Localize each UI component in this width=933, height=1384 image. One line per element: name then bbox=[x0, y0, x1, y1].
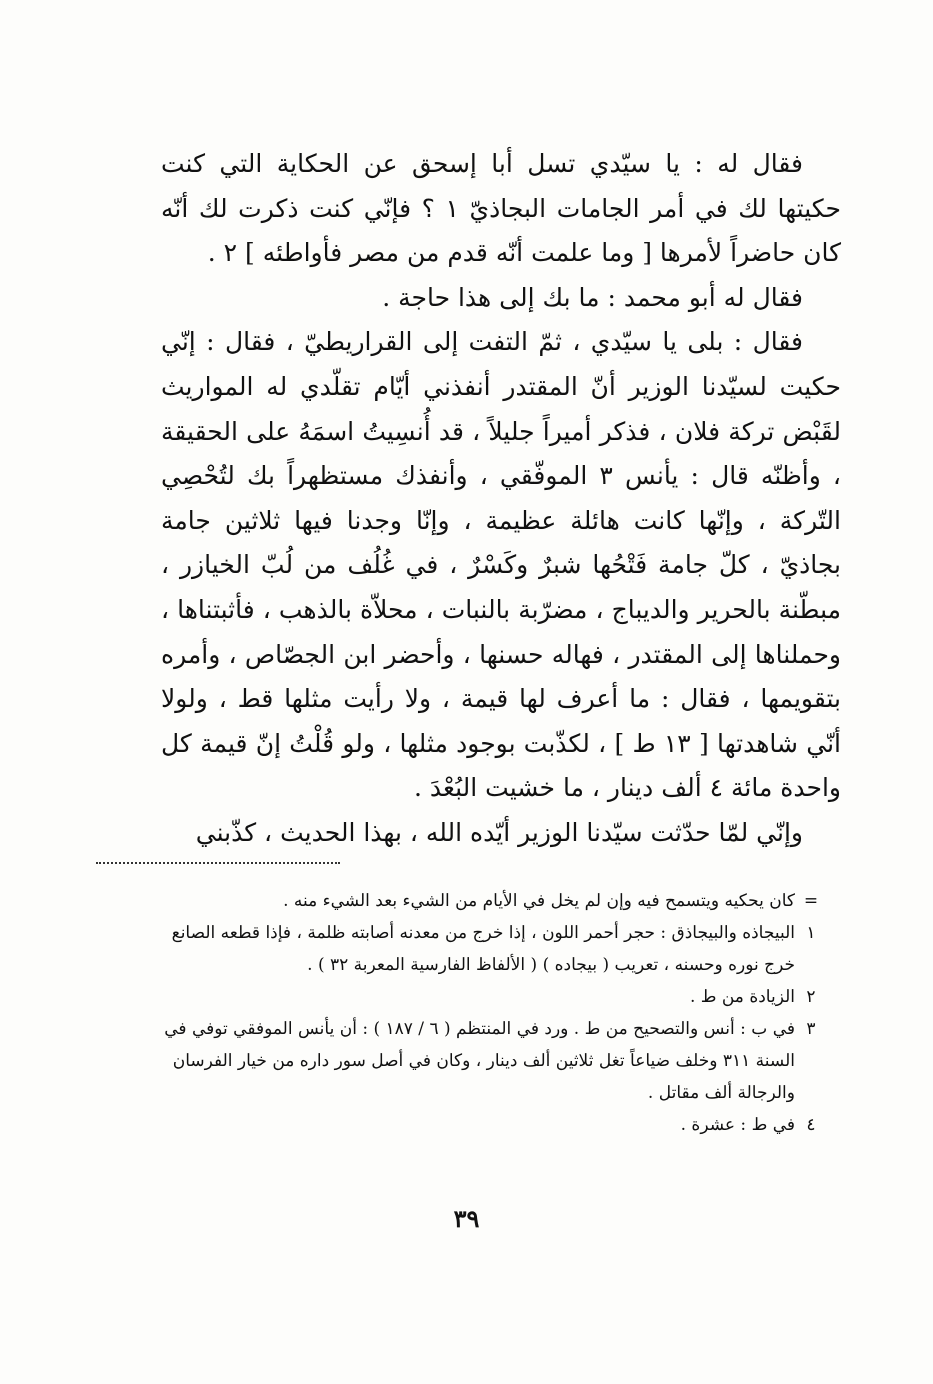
footnote-separator bbox=[96, 862, 340, 864]
footnote-1 bbox=[163, 917, 821, 981]
continuation-marker: = bbox=[803, 891, 819, 911]
paragraph: وإنّي لمّا حدّثت سيّدنا الوزير أيّده الله ، بهذا الحديث ، كذّبني bbox=[195, 817, 803, 847]
footnote-number: ٤ bbox=[806, 1115, 816, 1135]
paragraph: فقال : بلى يا سيّدي ، ثمّ التفت إلى القراريطيّ ، فقال : إنّي حكيت لسيّدنا الوزير أنّ المقتدر أنفذني أيّام تقلّدي له المواريث لقَبْض تركة فلان ، فذكر أميراً جليلاً ، قد أُنسِيتُ اسمَهُ على الحقيقة ، وأظنّه قال : يأنس ٣ الموفّقي ، وأنفذك مستظهراً بك لتُحْصِي التّركة ، وإنّها كانت هائلة عظيمة ، وإنّا وجدنا فيها ثلاثين جامة بجاذيّ ، كلّ جامة فَتْحُها شبرٌ وكَسْرٌ ، في غُلُف من لُبّ الخيازر ، مبطّنة بالحرير والديباج ، مضرّبة بالنبات ، محلاّة بالذهب ، فأثبتناها ، وحملناها إلى المقتدر ، فهاله حسنها ، وأحضر ابن الجصّاص ، وأمره بتقويمها ، فقال : ما أعرف لها قيمة ، ولا رأيت مثلها قط ، ولولا أنّي شاهدتها [ ١٣ ط ] ، لكذّبت بوجود مثلها ، ولو قُلْتُ إنّ قيمة كل واحدة مائة ٤ ألف دينار ، ما خشيت البُعْدَ . bbox=[161, 327, 841, 803]
footnote-number: ١ bbox=[806, 923, 816, 943]
page-number: ٣٩ bbox=[453, 1204, 480, 1233]
main-text bbox=[161, 142, 841, 856]
paragraph: فقال له أبو محمد : ما بك إلى هذا حاجة . bbox=[382, 282, 803, 312]
footnote-text: الزيادة من ط . bbox=[689, 987, 795, 1007]
footnotes bbox=[163, 885, 821, 1141]
footnote-text: البيجاذه والبيجاذق : حجر أحمر اللون ، إذا خرج من معدنه أصابته ظلمة ، فإذا قطعه الصانع خرج نوره وحسنه ، تعريب ( بيجاده ) ( الألفاظ الفارسية المعربة ٣٢ ) . bbox=[171, 923, 795, 975]
paragraph: فقال له : يا سيّدي تسل أبا إسحق عن الحكاية التي كنت حكيتها لك في أمر الجامات البجاذيّ ١ ؟ فإنّي كنت ذكرت لك أنّه كان حاضراً لأمرها [ وما علمت أنّه قدم من مصر فأواطئه ] ٢ . bbox=[161, 149, 841, 268]
footnote-text: كان يحكيه ويتسمح فيه وإن لم يخل في الأيام من الشيء بعد الشيء منه . bbox=[283, 891, 795, 911]
footnote-3 bbox=[163, 1013, 821, 1109]
footnote-continuation bbox=[163, 885, 821, 917]
footnote-text: في ط : عشرة . bbox=[680, 1115, 795, 1135]
footnote-2 bbox=[163, 981, 821, 1013]
footnote-number: ٣ bbox=[806, 1019, 816, 1039]
footnote-text: في ب : أنس والتصحيح من ط . ورد في المنتظم ( ٦ / ١٨٧ ) : أن يأنس الموفقي توفي في السنة ٣١١ وخلف ضياعاً تغل ثلاثين ألف دينار ، وكان في أصل سور داره من خيار الفرسان والرجالة ألف مقاتل . bbox=[164, 1019, 795, 1103]
footnote-4 bbox=[163, 1109, 821, 1141]
footnote-number: ٢ bbox=[806, 987, 816, 1007]
